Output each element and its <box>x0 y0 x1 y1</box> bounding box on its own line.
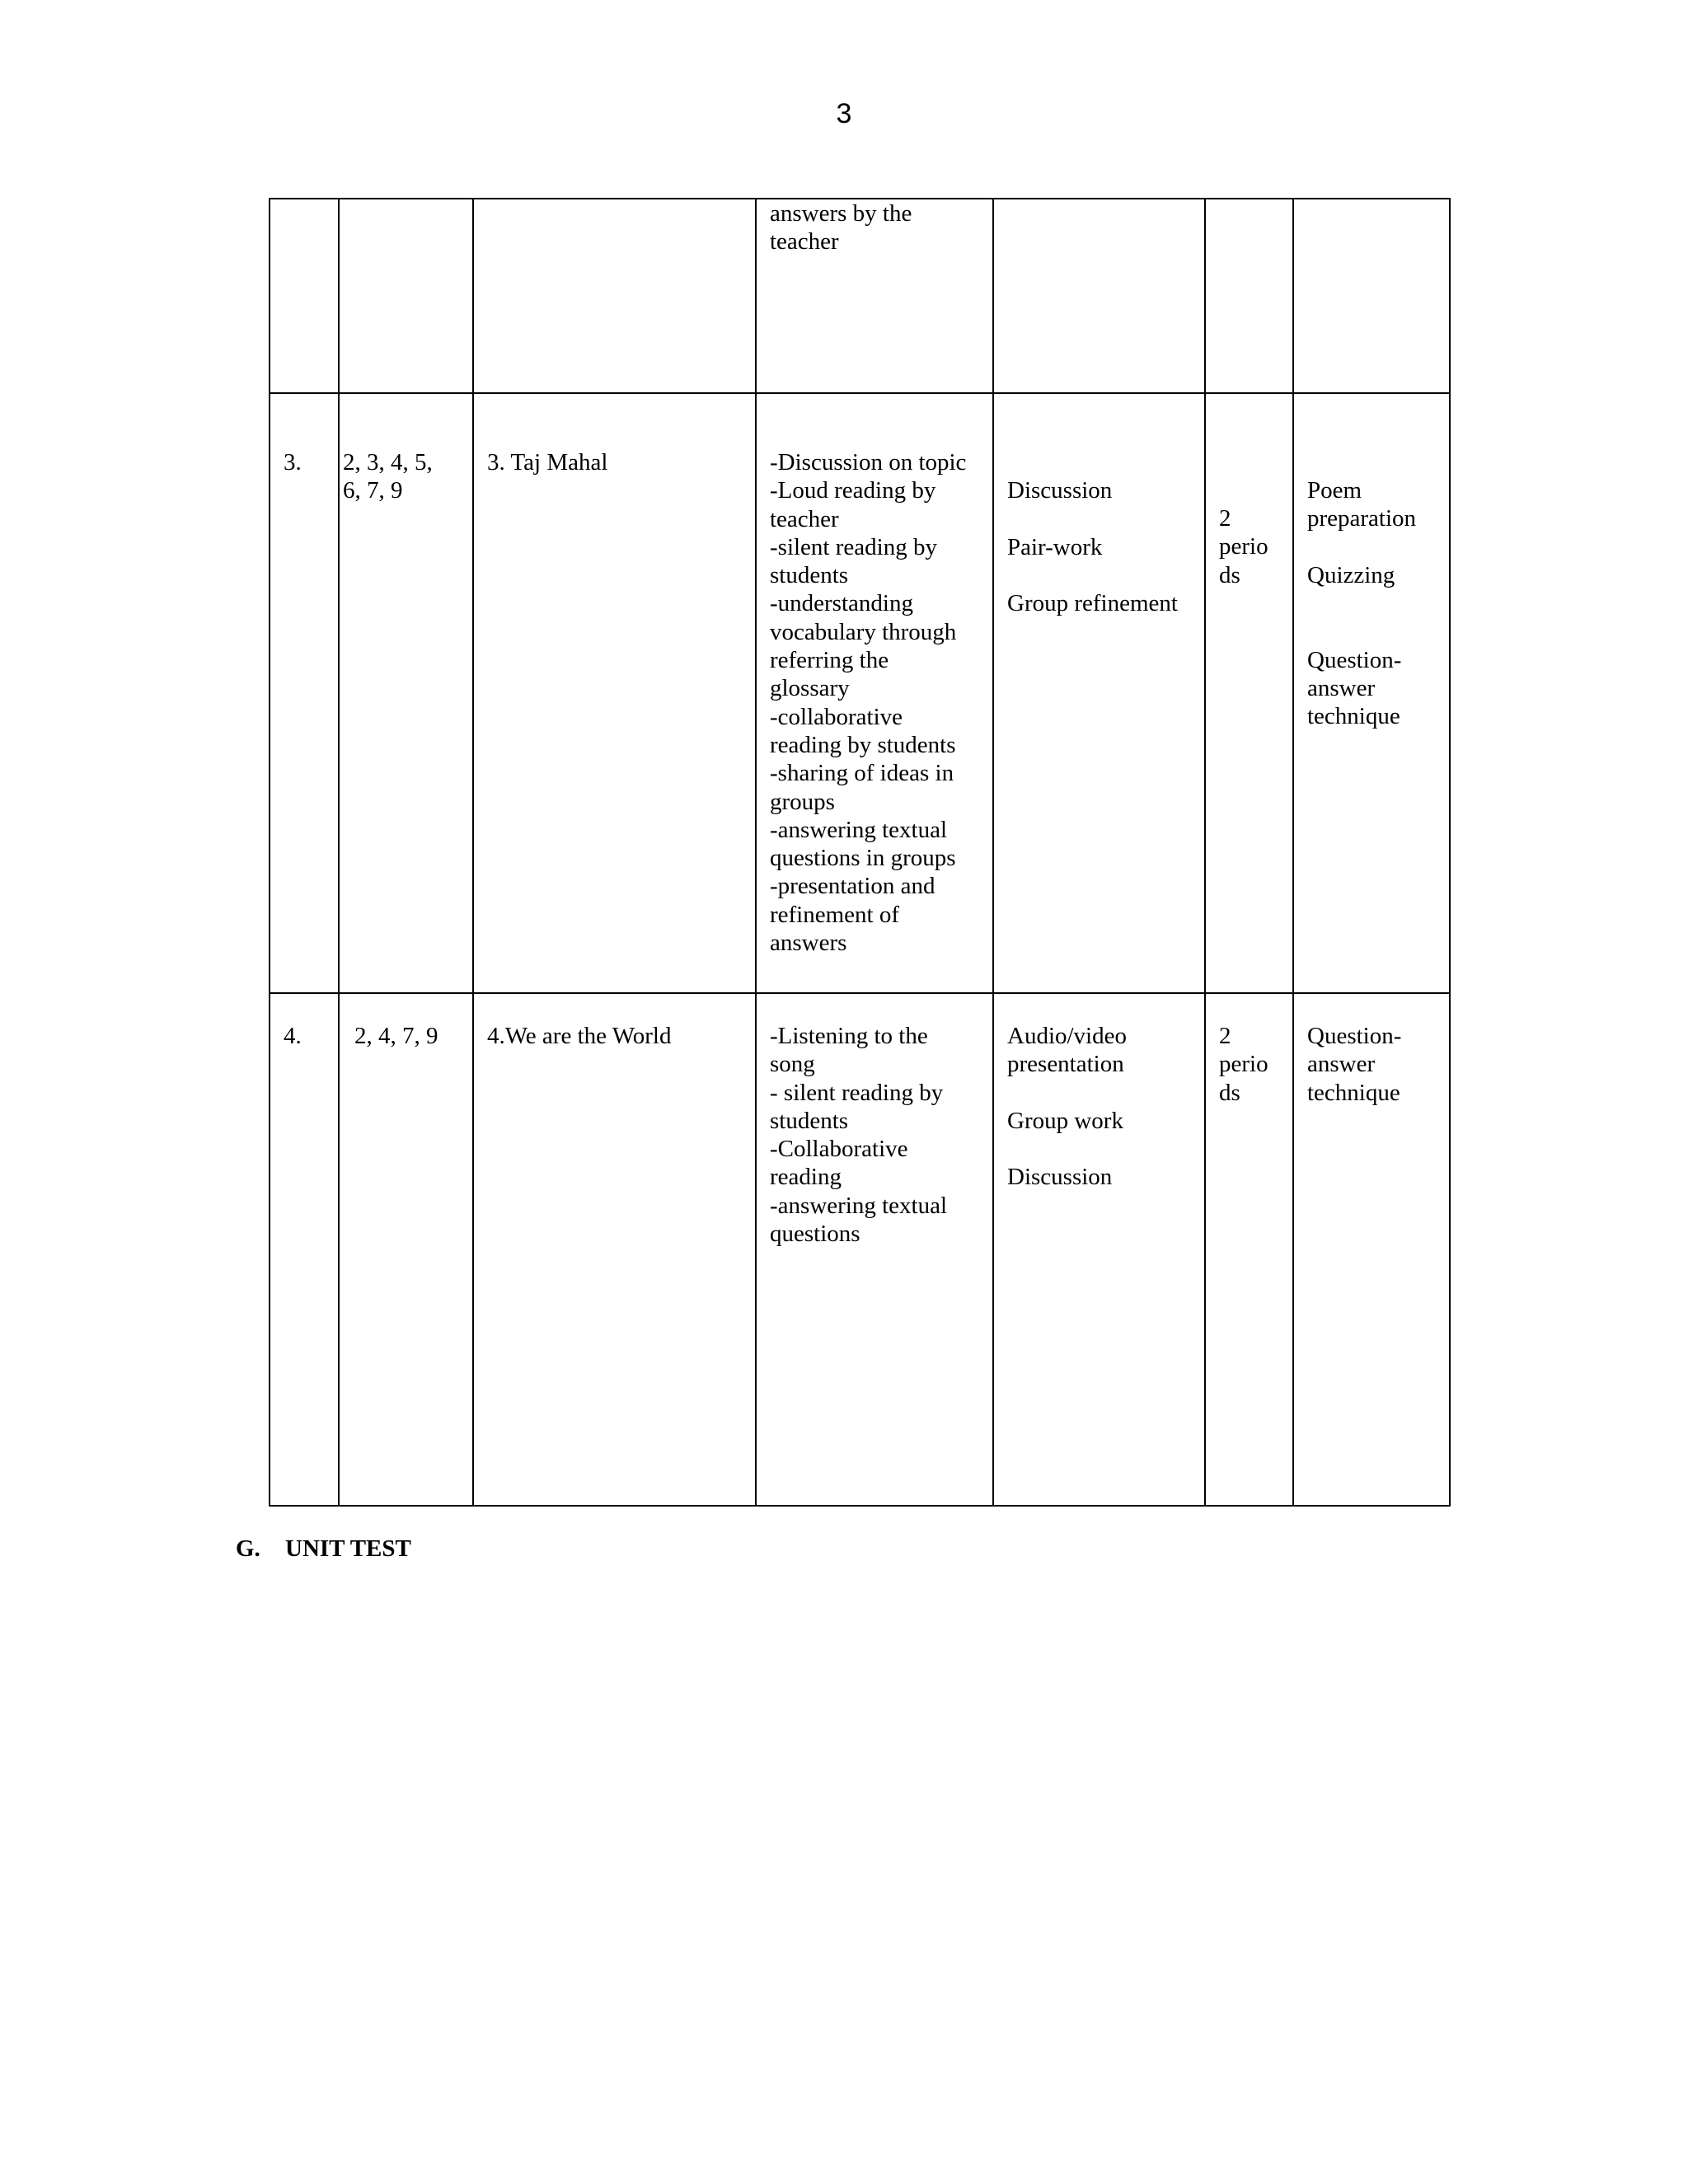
lesson-plan-table <box>269 198 1451 1507</box>
sno-cell: 4. <box>270 993 339 1506</box>
outcomes-cell: 2, 3, 4, 5, 6, 7, 9 <box>339 393 473 993</box>
strategies-cell: Audio/video presentation Group work Discussion <box>993 993 1205 1506</box>
periods-cell: 2 perio ds <box>1205 393 1293 993</box>
assessment-cell: Poem preparation Quizzing Question- answer technique <box>1293 393 1450 993</box>
topic-cell: 4.We are the World <box>473 993 756 1506</box>
table-row <box>270 199 1450 393</box>
section-title: UNIT TEST <box>285 1535 411 1562</box>
section-letter: G. <box>236 1535 260 1562</box>
topic-cell: 3. Taj Mahal <box>473 393 756 993</box>
activities-cell: -Listening to the song - silent reading by students -Collaborative reading -answering textual questions <box>756 993 993 1506</box>
outcomes-cell <box>339 199 473 393</box>
periods-cell: 2 perio ds <box>1205 993 1293 1506</box>
strategies-cell <box>993 199 1205 393</box>
topic-cell <box>473 199 756 393</box>
section-heading <box>236 1535 411 1563</box>
strategies-cell: Discussion Pair-work Group refinement <box>993 393 1205 993</box>
periods-cell <box>1205 199 1293 393</box>
assessment-cell: Question- answer technique <box>1293 993 1450 1506</box>
page-number: 3 <box>836 98 852 129</box>
activities-cell: answers by the teacher <box>756 199 993 393</box>
table-row <box>270 393 1450 993</box>
assessment-cell <box>1293 199 1450 393</box>
table-row <box>270 993 1450 1506</box>
activities-cell: -Discussion on topic -Loud reading by teacher -silent reading by students -understanding vocabulary through referring the glossary -collaborative reading by students -sharing of ideas in groups -answering textual questions in groups -presentation and refinement of answers <box>756 393 993 993</box>
outcomes-cell: 2, 4, 7, 9 <box>339 993 473 1506</box>
sno-cell: 3. <box>270 393 339 993</box>
sno-cell <box>270 199 339 393</box>
